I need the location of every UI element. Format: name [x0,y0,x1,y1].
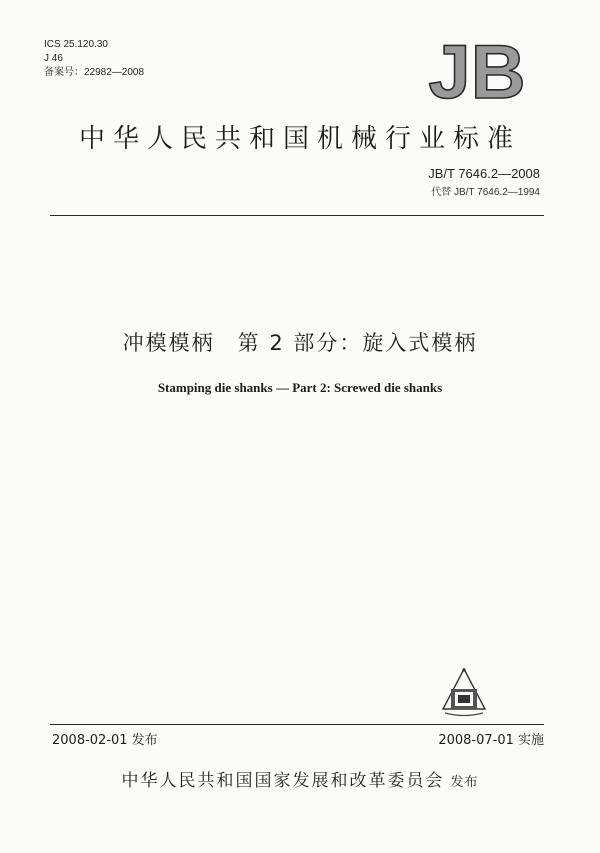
standard-number-block [428,166,540,198]
publisher-name: 中华人民共和国国家发展和改革委员会 [121,771,445,791]
document-title-en: Stamping die shanks — Part 2: Screwed die shanks [157,380,443,395]
publisher-emblem-icon [437,665,491,719]
replaces-standard: 代替 JB/T 7646.2—1994 [431,187,540,198]
bottom-divider [50,724,544,725]
classification-block [44,38,144,80]
publisher-suffix: 发布 [450,775,479,790]
effective-date: 2008-07-01 实施 [438,733,544,748]
top-divider [50,215,544,216]
standard-number: JB/T 7646.2—2008 [428,166,540,181]
class-code: J 46 [44,53,63,64]
industry-standard-title: 中华人民共和国机械行业标准 [78,124,521,154]
publisher-line [0,766,600,791]
issue-date: 2008-02-01 发布 [52,733,158,748]
ics-code: ICS 25.120.30 [44,39,108,50]
record-number: 备案号：22982—2008 [44,67,145,78]
jb-logo-text: JB [428,36,526,104]
jb-logo [402,36,552,104]
document-title-zh: 冲模模柄 第 2 部分：旋入式模柄 [122,331,478,355]
